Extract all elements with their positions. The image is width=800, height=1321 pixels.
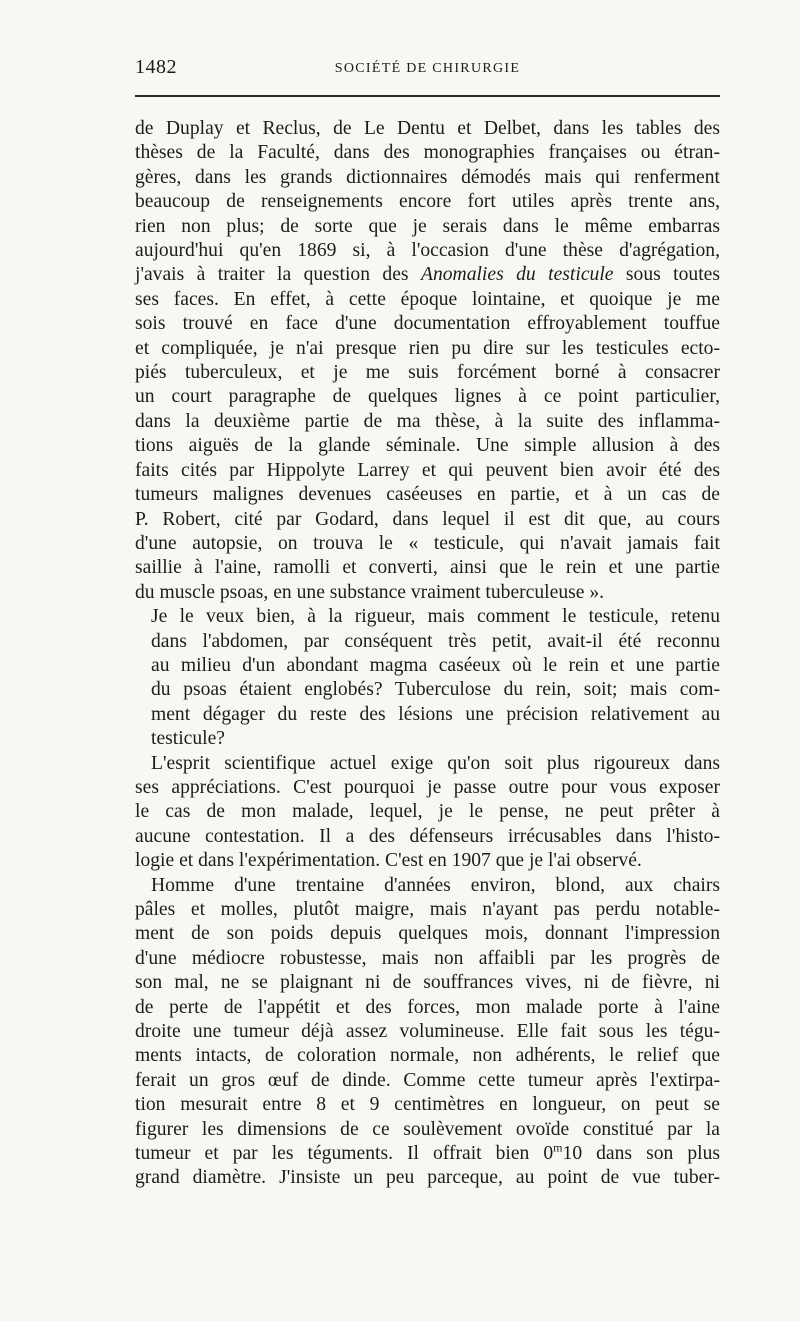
text-line: faits cités par Hippolyte Larrey et qui peuvent bien avoir été des — [135, 459, 720, 481]
header-rule — [135, 95, 720, 97]
text-line — [135, 263, 720, 287]
text-line: de perte de l'appétit et des forces, mon malade porte à l'aine — [135, 996, 720, 1018]
text-fragment: tumeur et par les téguments. Il offrait bien 0 — [135, 1143, 554, 1165]
text-line: du psoas étaient englobés? Tuberculose du rein, soit; mais com- — [151, 679, 720, 701]
text-line: son mal, ne se plaignant ni de souffrances vives, ni de fièvre, ni — [135, 972, 720, 994]
paragraph-3 — [135, 752, 720, 874]
text-line: ferait un gros œuf de dinde. Comme cette tumeur après l'extirpa- — [135, 1069, 720, 1091]
text-line: saillie à l'aine, ramolli et converti, ainsi que le rein et une partie — [135, 557, 720, 579]
text-line: testicule? — [151, 728, 225, 750]
text-fragment: 10 dans son plus — [562, 1143, 720, 1165]
running-title: SOCIÉTÉ DE CHIRURGIE — [334, 61, 521, 76]
paragraph-1 — [135, 117, 720, 605]
text-line: rien non plus; de sorte que je serais dans le même embarras — [135, 215, 720, 237]
page-header — [135, 56, 720, 90]
text-line: dans la deuxième partie de ma thèse, à la suite des inflamma- — [135, 410, 720, 432]
paragraph-4 — [135, 874, 720, 1191]
text-line: ment de son poids depuis quelques mois, donnant l'impression — [135, 923, 720, 945]
italic-title: Anomalies du testicule — [420, 264, 614, 286]
text-line: logie et dans l'expérimentation. C'est en 1907 que je l'ai observé. — [135, 850, 642, 872]
text-line: ses faces. En effet, à cette époque lointaine, et quoique je me — [135, 288, 720, 310]
text-line: de Duplay et Reclus, de Le Dentu et Delbet, dans les tables des — [135, 118, 720, 139]
text-line: ments intacts, de coloration normale, non adhérents, le relief que — [135, 1045, 720, 1067]
text-line: grand diamètre. J'insiste un peu parceque, au point de vue tuber- — [135, 1167, 720, 1189]
superscript-unit: m — [553, 1140, 563, 1155]
text-fragment: sous toutes — [613, 264, 720, 286]
text-line: d'une autopsie, on trouva le « testicule, qui n'avait jamais fait — [135, 532, 720, 554]
text-line: et compliquée, je n'ai presque rien pu dire sur les testicules ecto- — [135, 337, 720, 359]
text-line: Je le veux bien, à la rigueur, mais comment le testicule, retenu — [151, 606, 720, 628]
paragraph-2 — [135, 605, 720, 751]
text-line: le cas de mon malade, lequel, je le pense, ne peut prêter à — [135, 801, 720, 823]
text-line: droite une tumeur déjà assez volumineuse. Elle fait sous les tégu- — [135, 1021, 720, 1043]
text-line: tions aiguës de la glande séminale. Une simple allusion à des — [135, 435, 720, 457]
text-line: sois trouvé en face d'une documentation effroyablement touffue — [135, 313, 720, 335]
text-line: au milieu d'un abondant magma caséeux où le rein et une partie — [151, 654, 720, 676]
text-line: dans l'abdomen, par conséquent très petit, avait-il été reconnu — [151, 630, 720, 652]
text-line: Homme d'une trentaine d'années environ, blond, aux chairs — [151, 874, 720, 896]
text-line: aucune contestation. Il a des défenseurs irrécusables dans l'histo- — [135, 825, 720, 847]
text-line: figurer les dimensions de ce soulèvement ovoïde constitué par la — [135, 1118, 720, 1140]
text-line: d'une médiocre robustesse, mais non affaibli par les progrès de — [135, 947, 720, 969]
text-fragment: j'avais à traiter la question des — [135, 264, 421, 286]
text-line: piés tuberculeux, et je me suis forcément borné à consacrer — [135, 362, 720, 384]
text-line — [135, 1142, 720, 1166]
text-line: tumeurs malignes devenues caséeuses en partie, et à un cas de — [135, 484, 720, 506]
text-line: tion mesurait entre 8 et 9 centimètres en longueur, on peut se — [135, 1094, 720, 1116]
text-line: beaucoup de renseignements encore fort utiles après trente ans, — [135, 191, 720, 213]
body-text — [135, 117, 720, 1191]
text-line: thèses de la Faculté, dans des monographies françaises ou étran- — [135, 142, 720, 164]
text-line: ses appréciations. C'est pourquoi je passe outre pour vous exposer — [135, 776, 720, 798]
text-line: un court paragraphe de quelques lignes à ce point particulier, — [135, 386, 720, 408]
text-line: du muscle psoas, en une substance vraiment tuberculeuse ». — [135, 581, 605, 603]
text-line: aujourd'hui qu'en 1869 si, à l'occasion d'une thèse d'agrégation, — [135, 240, 720, 262]
text-line: L'esprit scientifique actuel exige qu'on soit plus rigoureux dans — [151, 752, 720, 774]
page-number: 1482 — [135, 56, 177, 78]
text-line: pâles et molles, plutôt maigre, mais n'ayant pas perdu notable- — [135, 899, 720, 920]
text-line: gères, dans les grands dictionnaires démodés mais qui renferment — [135, 166, 720, 188]
text-line: ment dégager du reste des lésions une précision relativement au — [151, 703, 720, 725]
text-line: P. Robert, cité par Godard, dans lequel il est dit que, au cours — [135, 508, 720, 530]
